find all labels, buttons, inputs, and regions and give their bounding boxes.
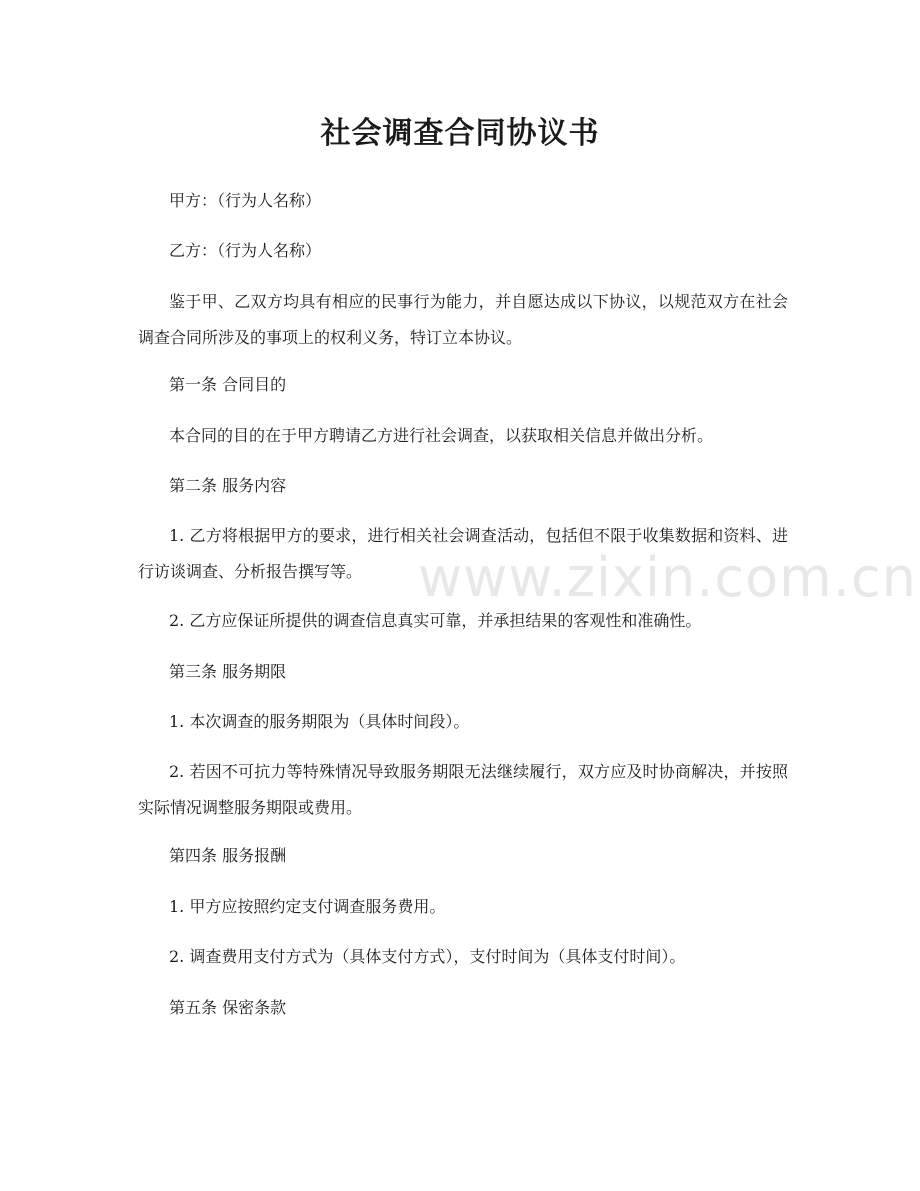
party-a-line: 甲方：（行为人名称）: [169, 191, 322, 210]
article-3-item-2: 2. 若因不可抗力等特殊情况导致服务期限无法继续履行，双方应及时协商解决，并按照实际情况调整服务期限或费用。: [138, 762, 788, 817]
article-2-heading: 第二条 服务内容: [169, 476, 287, 495]
preamble-paragraph: 鉴于甲、乙双方均具有相应的民事行为能力，并自愿达成以下协议，以规范双方在社会调查合同所涉及的事项上的权利义务，特订立本协议。: [138, 292, 788, 347]
article-4-item-1: 1. 甲方应按照约定支付调查服务费用。: [169, 897, 446, 916]
article-3-heading: 第三条 服务期限: [169, 662, 287, 681]
article-2-item-2: 2. 乙方应保证所提供的调查信息真实可靠，并承担结果的客观性和准确性。: [169, 611, 702, 630]
article-1-text: 本合同的目的在于甲方聘请乙方进行社会调查，以获取相关信息并做出分析。: [169, 426, 714, 445]
article-5-heading: 第五条 保密条款: [169, 998, 287, 1017]
article-3-item-1: 1. 本次调查的服务期限为（具体时间段）。: [169, 712, 470, 731]
article-2-item-1: 1. 乙方将根据甲方的要求，进行相关社会调查活动，包括但不限于收集数据和资料、进行访谈调查、分析报告撰写等。: [138, 526, 788, 581]
article-1-heading: 第一条 合同目的: [169, 375, 287, 394]
party-b-line: 乙方：（行为人名称）: [169, 241, 322, 260]
watermark-text: www.zixin.com.cn: [418, 546, 917, 609]
document-title: 社会调查合同协议书: [320, 116, 600, 151]
article-4-heading: 第四条 服务报酬: [169, 846, 287, 865]
article-4-item-2: 2. 调查费用支付方式为（具体支付方式），支付时间为（具体支付时间）。: [169, 947, 686, 966]
